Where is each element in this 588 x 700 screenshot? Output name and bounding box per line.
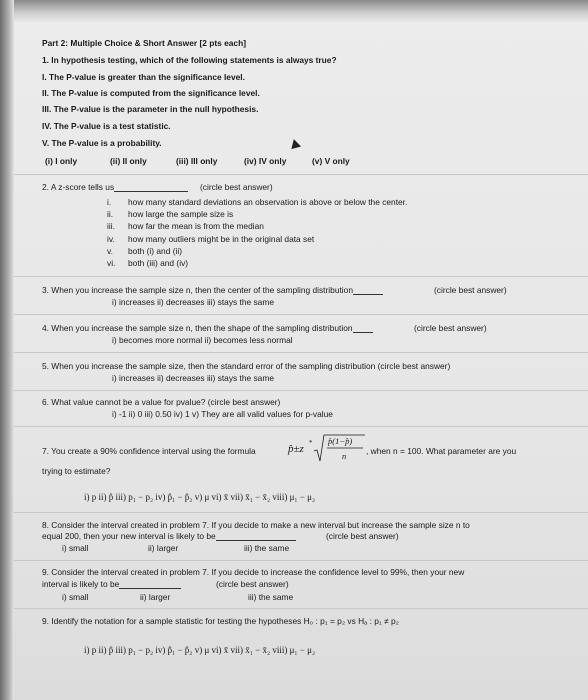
q2-item-text[interactable]: how many standard deviations an observation is above or below the center. [128,197,408,207]
q3-hint: (circle best answer) [434,285,507,295]
divider [14,352,588,353]
q1-statement-5: V. The P-value is a probability. [42,138,162,148]
q1-statement-4: IV. The P-value is a test statistic. [42,121,171,131]
q8-line1: 8. Consider the interval created in problem 7. If you decide to make a new interval but increase the sample size n to [42,520,470,530]
mouse-cursor-icon [289,138,301,149]
q1-option-3[interactable]: (iii) III only [176,156,218,166]
q8-hint: (circle best answer) [326,531,399,541]
q1-statement-1: I. The P-value is greater than the significance level. [42,72,245,82]
q4-hint: (circle best answer) [414,323,487,333]
q8-option-2[interactable]: ii) larger [148,543,179,553]
q2-item-text[interactable]: how large the sample size is [128,209,234,219]
q9a-hint: (circle best answer) [216,579,289,589]
q4-stem: 4. When you increase the sample size n, then the shape of the sampling distribution [42,323,373,333]
q2-item-num: iii. [107,221,115,231]
q9a-line2: interval is likely to be [42,579,181,589]
svg-text:p̂±z: p̂±z [288,443,304,455]
divider [14,560,588,561]
divider [14,314,588,315]
q9b-stem: 9. Identify the notation for a sample statistic for testing the hypotheses H₀ : p₁ = p₂ vs Hₐ : p₁ ≠ p₂ [42,616,399,626]
q1-option-2[interactable]: (ii) II only [110,156,147,166]
q5-stem: 5. When you increase the sample size, then the standard error of the sampling distribution (circle best answer) [42,361,451,371]
q2-item-num: ii. [107,209,114,219]
divider [14,390,588,391]
q2-item-num: i. [107,197,112,207]
q9a-line1: 9. Consider the interval created in problem 7. If you decide to increase the confidence level to 99%, then your new [42,567,465,577]
q6-options[interactable]: i) -1 ii) 0 iii) 0.50 iv) 1 v) They are all valid values for p-value [112,409,333,419]
q7-stem: 7. You create a 90% confidence interval using the formula [42,446,256,456]
q9a-option-3[interactable]: iii) the same [248,592,294,602]
q2-item-text[interactable]: both (i) and (ii) [128,246,182,256]
q2-stem: 2. A z-score tells us [42,182,188,192]
divider [14,512,588,513]
q7-stem-end: trying to estimate? [42,466,111,476]
divider [14,276,588,277]
confidence-interval-formula [287,432,367,466]
q2-item-num: vi. [107,258,116,268]
q2-item-text[interactable]: how many outliers might be in the original data set [128,234,315,244]
q2-hint: (circle best answer) [200,182,273,192]
q1-statement-2: II. The P-value is computed from the significance level. [42,88,260,98]
q8-option-3[interactable]: iii) the same [244,543,290,553]
q3-stem: 3. When you increase the sample size n, then the center of the sampling distribution [42,285,383,295]
q7-stem-cont: , when n = 100. What parameter are you [366,446,517,456]
section-heading: Part 2: Multiple Choice & Short Answer [2 pts each] [42,38,246,48]
divider [14,174,588,175]
q2-item-num: v. [107,246,113,256]
q1-option-1[interactable]: (i) I only [45,156,78,166]
q1-option-4[interactable]: (iv) IV only [244,156,287,166]
q6-stem: 6. What value cannot be a value for pvalue? (circle best answer) [42,397,281,407]
divider [14,608,588,609]
q8-option-1[interactable]: i) small [62,543,89,553]
svg-text:n: n [342,451,347,461]
q2-item-text[interactable]: both (iii) and (iv) [128,258,189,268]
q9b-options[interactable]: i) p ii) p̂ iii) p₁ − p₂ iv) p̂₁ − p̂₂ v) μ vi) x̄ vii) x̄₁ − x̄₂ viii) μ₁ − μ₂ [84,645,316,655]
q3-options[interactable]: i) increases ii) decreases iii) stays the same [112,297,274,307]
photo-top-edge [0,0,588,22]
q5-options[interactable]: i) increases ii) decreases iii) stays the same [112,373,274,383]
q8-line2: equal 200, then your new interval is likely to be [42,531,296,541]
q1-statement-3: III. The P-value is the parameter in the null hypothesis. [42,104,259,114]
q1-stem: 1. In hypothesis testing, which of the following statements is always true? [42,55,337,65]
q1-option-5[interactable]: (v) V only [312,156,350,166]
divider [14,426,588,427]
svg-text:p̂(1−p̂): p̂(1−p̂) [328,436,353,446]
svg-text:*: * [309,439,313,447]
q2-item-num: iv. [107,234,115,244]
photo-left-edge [0,0,14,700]
q4-options[interactable]: i) becomes more normal ii) becomes less normal [112,335,293,345]
q2-item-text[interactable]: how far the mean is from the median [128,221,264,231]
q9a-option-1[interactable]: i) small [62,592,89,602]
q7-options[interactable]: i) p ii) p̂ iii) p₁ − p₂ iv) p̂₁ − p̂₂ v) μ vi) x̄ vii) x̄₁ − x̄₂ viii) μ₁ − μ₂ [84,492,316,502]
q9a-option-2[interactable]: ii) larger [140,592,171,602]
